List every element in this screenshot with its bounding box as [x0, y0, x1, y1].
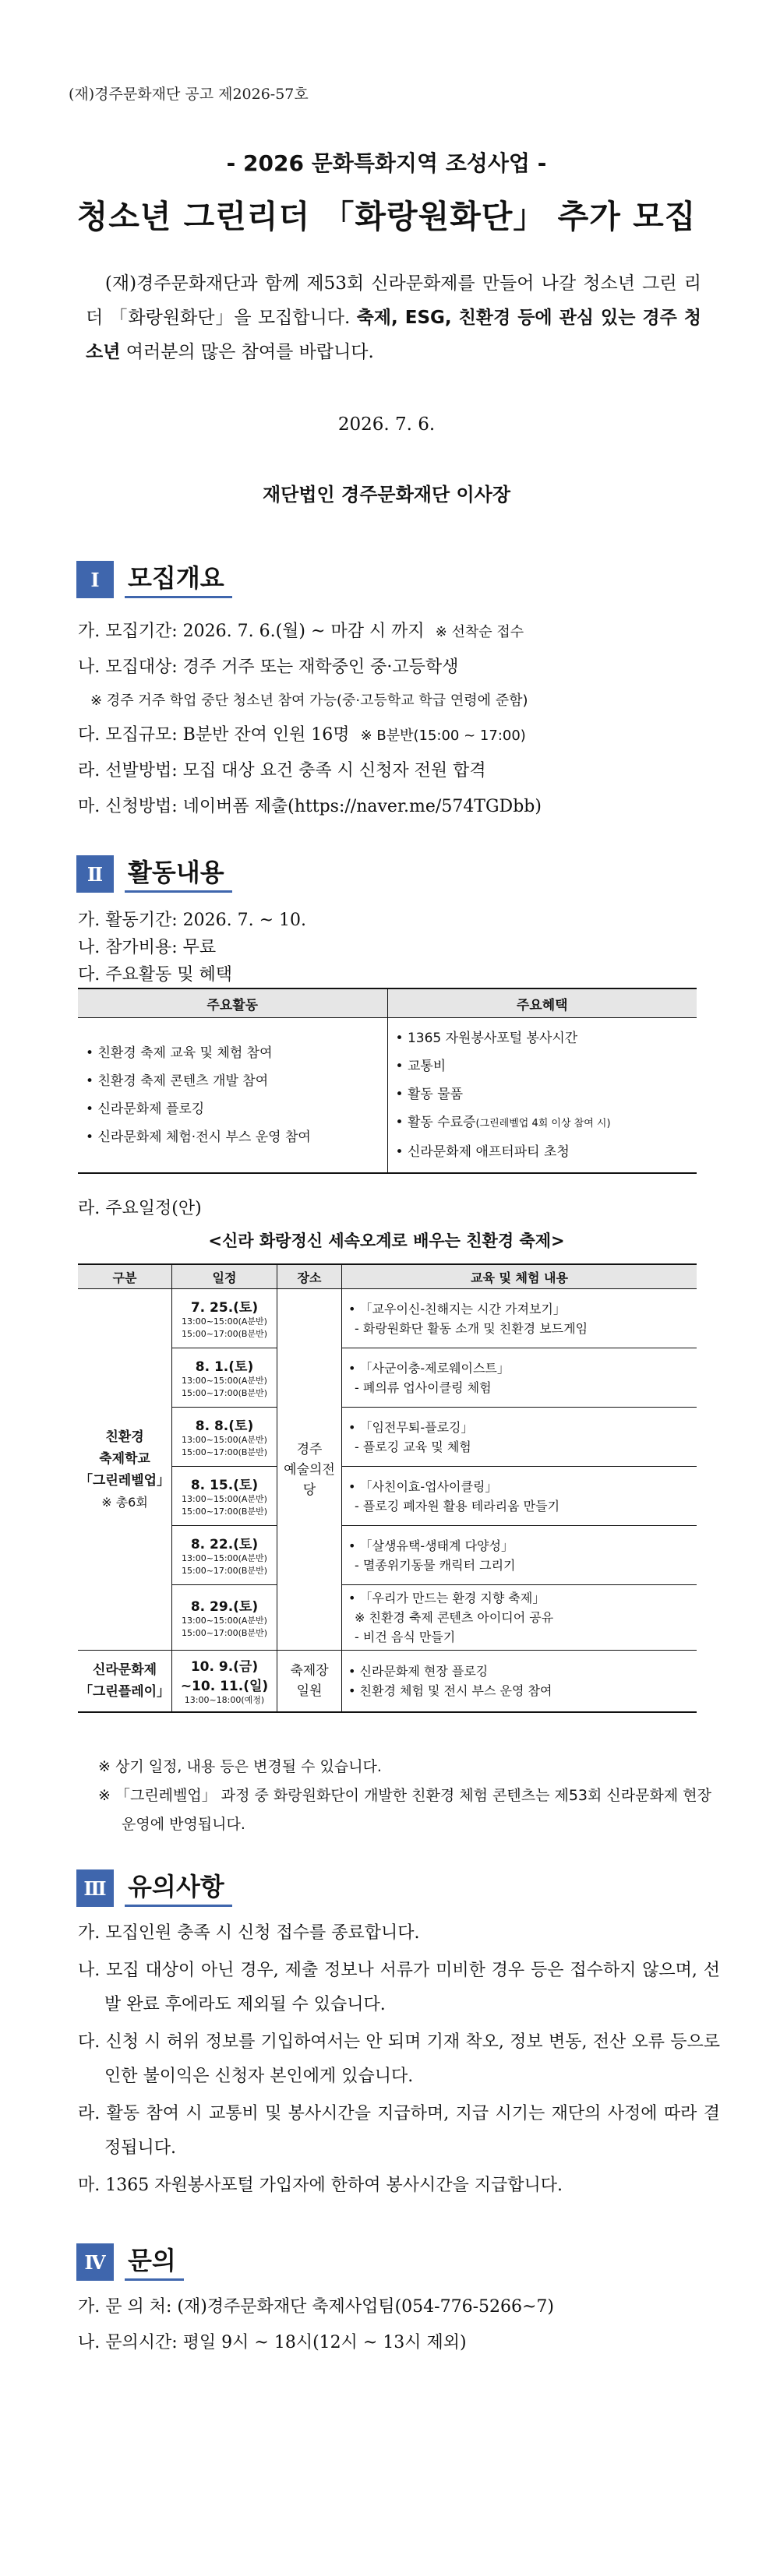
group-label: 친환경 [105, 1429, 144, 1445]
session-title-text: 「사친이효-업사이클링」 [359, 1478, 498, 1494]
session-time: 15:00~17:00(B분반) [182, 1628, 267, 1638]
benefit-certificate: 활동 수료증 [407, 1115, 476, 1130]
section-number: Ⅱ [76, 855, 114, 893]
festival-item-text: 친환경 체험 및 전시 부스 운영 참여 [359, 1683, 552, 1698]
group-label: 신라문화제 [92, 1662, 157, 1678]
list-item: • 신라문화제 체험·전시 부스 운영 참여 [86, 1123, 379, 1151]
session-date-cell [172, 1585, 277, 1651]
group-cell-green-levelup [78, 1289, 172, 1651]
session-title: • 「살생유택-생태계 다양성」 [348, 1538, 514, 1553]
session-title: • 「우리가 만드는 환경 지향 축제」 [348, 1591, 545, 1605]
table-header: 교육 및 체험 내용 [342, 1264, 697, 1289]
recruit-target: 나. 모집대상: 경주 거주 또는 재학중인 중·고등학생 [78, 657, 459, 677]
issuer: 재단법인 경주문화재단 이사장 [262, 484, 511, 506]
list-item: • 1365 자원봉사포털 봉사시간 [396, 1024, 690, 1052]
session-title: • 「임전무퇴-플로깅」 [348, 1419, 474, 1435]
session-time: 15:00~17:00(B분반) [182, 1388, 267, 1398]
session-title: • 「사군이충-제로웨이스트」 [348, 1360, 510, 1376]
section-number: Ⅲ [76, 1869, 114, 1907]
activities-benefits-table [78, 988, 697, 1174]
group-label: 「그린플레이」 [79, 1684, 171, 1700]
intro-text-bold: 축제, ESG, 친환경 등에 관심 있는 경주 청소년 [86, 308, 701, 362]
session-content [342, 1348, 697, 1408]
table-header: 장소 [277, 1264, 342, 1289]
session-detail: - 폐의류 업사이클링 체험 [355, 1380, 492, 1395]
session-content [342, 1526, 697, 1585]
list-item: • 신라문화제 플로깅 [86, 1095, 379, 1123]
table-header: 구분 [78, 1264, 172, 1289]
festival-date: 10. 9.(금) [190, 1659, 259, 1675]
caution-item: 다. 신청 시 허위 정보를 기입하여서는 안 되며 기재 착오, 정보 변동, 전산 오류 등으로 인한 불이익은 신청자 본인에게 있습니다. [78, 2032, 720, 2086]
festival-item-text: 신라문화제 현장 플로깅 [359, 1664, 489, 1679]
page-subtitle: - 2026 문화특화지역 조성사업 - [226, 150, 547, 176]
session-title-text: 「살생유택-생태계 다양성」 [359, 1538, 514, 1553]
session-title: • 「교우이신-친해지는 시간 가져보기」 [348, 1301, 566, 1316]
festival-item: • 신라문화제 현장 플로깅 [348, 1664, 489, 1679]
recruit-period-note: ※ 선착순 접수 [435, 624, 524, 640]
activity-fee: 나. 참가비용: 무료 [78, 938, 217, 957]
group-label: 「그린레벨업」 [79, 1472, 171, 1489]
session-time: 13:00~15:00(A분반) [182, 1316, 267, 1327]
festival-content [342, 1651, 697, 1713]
session-date: 8. 8.(토) [195, 1418, 254, 1434]
intro-paragraph [86, 266, 701, 369]
session-detail: ※ 친환경 축제 콘텐츠 아이디어 공유 [355, 1610, 554, 1625]
intro-text-1: (재)경주문화재단과 함께 제53회 신라문화제를 만들어 나갈 청소년 그린 리더 「화랑원화단」을 모집합니다. [86, 273, 701, 328]
recruit-target-note: ※ 경주 거주 학업 중단 청소년 참여 가능(중·고등학교 학급 연령에 준함) [90, 692, 528, 709]
session-date-cell [172, 1467, 277, 1526]
caution-item: 나. 모집 대상이 아닌 경우, 제출 정보나 서류가 미비한 경우 등은 접수하지 않으며, 선발 완료 후에라도 제외될 수 있습니다. [78, 1961, 720, 2014]
recruit-period [78, 618, 524, 642]
session-date: 8. 22.(토) [190, 1537, 259, 1552]
schedule-note-reflect: ※ 「그린레벨업」 과정 중 화랑원화단이 개발한 친환경 체험 콘텐츠는 제53회 신라문화제 현장 운영에 반영됩니다. [98, 1787, 711, 1833]
session-time: 15:00~17:00(B분반) [182, 1506, 267, 1517]
list-item [396, 1108, 690, 1138]
group-label: 축제학교 [99, 1450, 150, 1467]
recruit-scale-text: 다. 모집규모: B분반 잔여 인원 16명 [78, 725, 350, 745]
place-label: 축제장 [290, 1663, 329, 1679]
session-date: 8. 15.(토) [190, 1478, 259, 1493]
session-date-cell [172, 1408, 277, 1467]
table-header: 주요활동 [78, 988, 387, 1018]
session-time: 13:00~15:00(A분반) [182, 1494, 267, 1504]
session-title: • 「사친이효-업사이클링」 [348, 1478, 498, 1494]
section-title: 모집개요 [125, 562, 232, 598]
session-date-cell [172, 1526, 277, 1585]
session-content [342, 1467, 697, 1526]
session-time: 13:00~15:00(A분반) [182, 1553, 267, 1563]
session-title-text: 「임전무퇴-플로깅」 [359, 1419, 474, 1435]
section-number: Ⅰ [76, 561, 114, 598]
session-title-text: 「교우이신-친해지는 시간 가져보기」 [359, 1301, 566, 1316]
schedule-table [78, 1263, 697, 1713]
session-detail: - 비건 음식 만들기 [355, 1630, 456, 1644]
section-title: 문의 [125, 2244, 184, 2281]
place-cell [277, 1651, 342, 1713]
activity-period: 가. 활동기간: 2026. 7. ~ 10. [78, 911, 307, 930]
place-label: 경주 [296, 1441, 323, 1457]
festival-time: 13:00~18:00(예정) [184, 1695, 265, 1705]
session-time: 13:00~15:00(A분반) [182, 1376, 267, 1386]
schedule-note-change: ※ 상기 일정, 내용 등은 변경될 수 있습니다. [98, 1758, 382, 1775]
caution-item: 가. 모집인원 충족 시 신청 접수를 종료합니다. [78, 1923, 420, 1943]
section-title: 유의사항 [125, 1870, 232, 1907]
session-content [342, 1585, 697, 1651]
section-header-recruitment [76, 561, 232, 598]
session-time: 13:00~15:00(A분반) [182, 1435, 267, 1445]
session-detail: - 플로깅 교육 및 체험 [355, 1439, 471, 1454]
recruit-scale-note: ※ B분반(15:00 ~ 17:00) [360, 728, 526, 744]
benefits-cell [387, 1018, 697, 1174]
festival-item: • 친환경 체험 및 전시 부스 운영 참여 [348, 1683, 552, 1698]
section-title: 활동내용 [125, 856, 232, 893]
session-time: 15:00~17:00(B분반) [182, 1447, 267, 1457]
session-date-cell [172, 1348, 277, 1408]
session-detail: - 화랑원화단 활동 소개 및 친환경 보드게임 [355, 1320, 588, 1336]
section-header-inquiry [76, 2243, 184, 2281]
session-date: 8. 1.(토) [195, 1359, 254, 1375]
session-time: 13:00~15:00(A분반) [182, 1616, 267, 1626]
apply-method: 마. 신청방법: 네이버폼 제출(https://naver.me/574TGDbb) [78, 797, 542, 816]
table-header: 주요혜택 [387, 988, 697, 1018]
section-header-activities [76, 855, 232, 893]
festival-date-cell [172, 1651, 277, 1713]
table-header: 일정 [172, 1264, 277, 1289]
schedule-title: <신라 화랑정신 세속오계로 배우는 친환경 축제> [208, 1232, 565, 1250]
session-date-cell [172, 1289, 277, 1348]
intro-text-2: 여러분의 많은 참여를 바랍니다. [120, 342, 374, 362]
notice-date: 2026. 7. 6. [337, 414, 436, 435]
notice-number: (재)경주문화재단 공고 제2026-57호 [69, 86, 309, 103]
recruit-scale [78, 721, 526, 745]
inquiry-contact: 가. 문 의 처: (재)경주문화재단 축제사업팀(054-776-5266~7) [78, 2297, 555, 2317]
caution-item: 라. 활동 참여 시 교통비 및 봉사시간을 지급하며, 지급 시기는 재단의 사정에 따라 결정됩니다. [78, 2104, 720, 2158]
place-label: 일원 [296, 1683, 323, 1699]
session-detail: - 멸종위기동물 캐릭터 그리기 [355, 1557, 516, 1573]
group-count: ※ 총6회 [101, 1494, 148, 1510]
session-content [342, 1408, 697, 1467]
page-title: 청소년 그린리더 「화랑원화단」 추가 모집 [76, 198, 697, 235]
inquiry-hours: 나. 문의시간: 평일 9시 ~ 18시(12시 ~ 13시 제외) [78, 2333, 467, 2352]
section-number: Ⅳ [76, 2243, 114, 2281]
festival-date: ~10. 11.(일) [180, 1679, 269, 1694]
session-time: 15:00~17:00(B분반) [182, 1566, 267, 1576]
place-cell [277, 1289, 342, 1651]
list-item: • 친환경 축제 콘텐츠 개발 참여 [86, 1067, 379, 1095]
section-header-notes [76, 1869, 232, 1907]
benefit-certificate-note: (그린레벨업 4회 이상 참여 시) [475, 1118, 611, 1129]
session-detail: - 플로깅 폐자원 활용 테라리움 만들기 [355, 1498, 560, 1514]
session-content [342, 1289, 697, 1348]
session-title-text: 「우리가 만드는 환경 지향 축제」 [359, 1591, 545, 1605]
session-date: 7. 25.(토) [190, 1300, 259, 1316]
caution-item: 마. 1365 자원봉사포털 가입자에 한하여 봉사시간을 지급합니다. [78, 2176, 563, 2195]
selection-method: 라. 선발방법: 모집 대상 요건 충족 시 신청자 전원 합격 [78, 761, 486, 781]
activities-benefits-label: 다. 주요활동 및 혜택 [78, 965, 232, 985]
place-label: 예술의전당 [284, 1461, 335, 1498]
list-item: • 교통비 [396, 1052, 690, 1080]
schedule-label: 라. 주요일정(안) [78, 1199, 202, 1218]
recruit-period-text: 가. 모집기간: 2026. 7. 6.(월) ~ 마감 시 까지 [78, 622, 425, 641]
activities-cell [78, 1018, 387, 1174]
group-cell-green-play [78, 1651, 172, 1713]
list-item: • 활동 물품 [396, 1080, 690, 1108]
session-date: 8. 29.(토) [190, 1599, 259, 1615]
list-item: • 친환경 축제 교육 및 체험 참여 [86, 1039, 379, 1067]
session-title-text: 「사군이충-제로웨이스트」 [359, 1360, 510, 1376]
list-item: • 신라문화제 애프터파티 초청 [396, 1138, 690, 1166]
session-time: 15:00~17:00(B분반) [182, 1329, 267, 1339]
